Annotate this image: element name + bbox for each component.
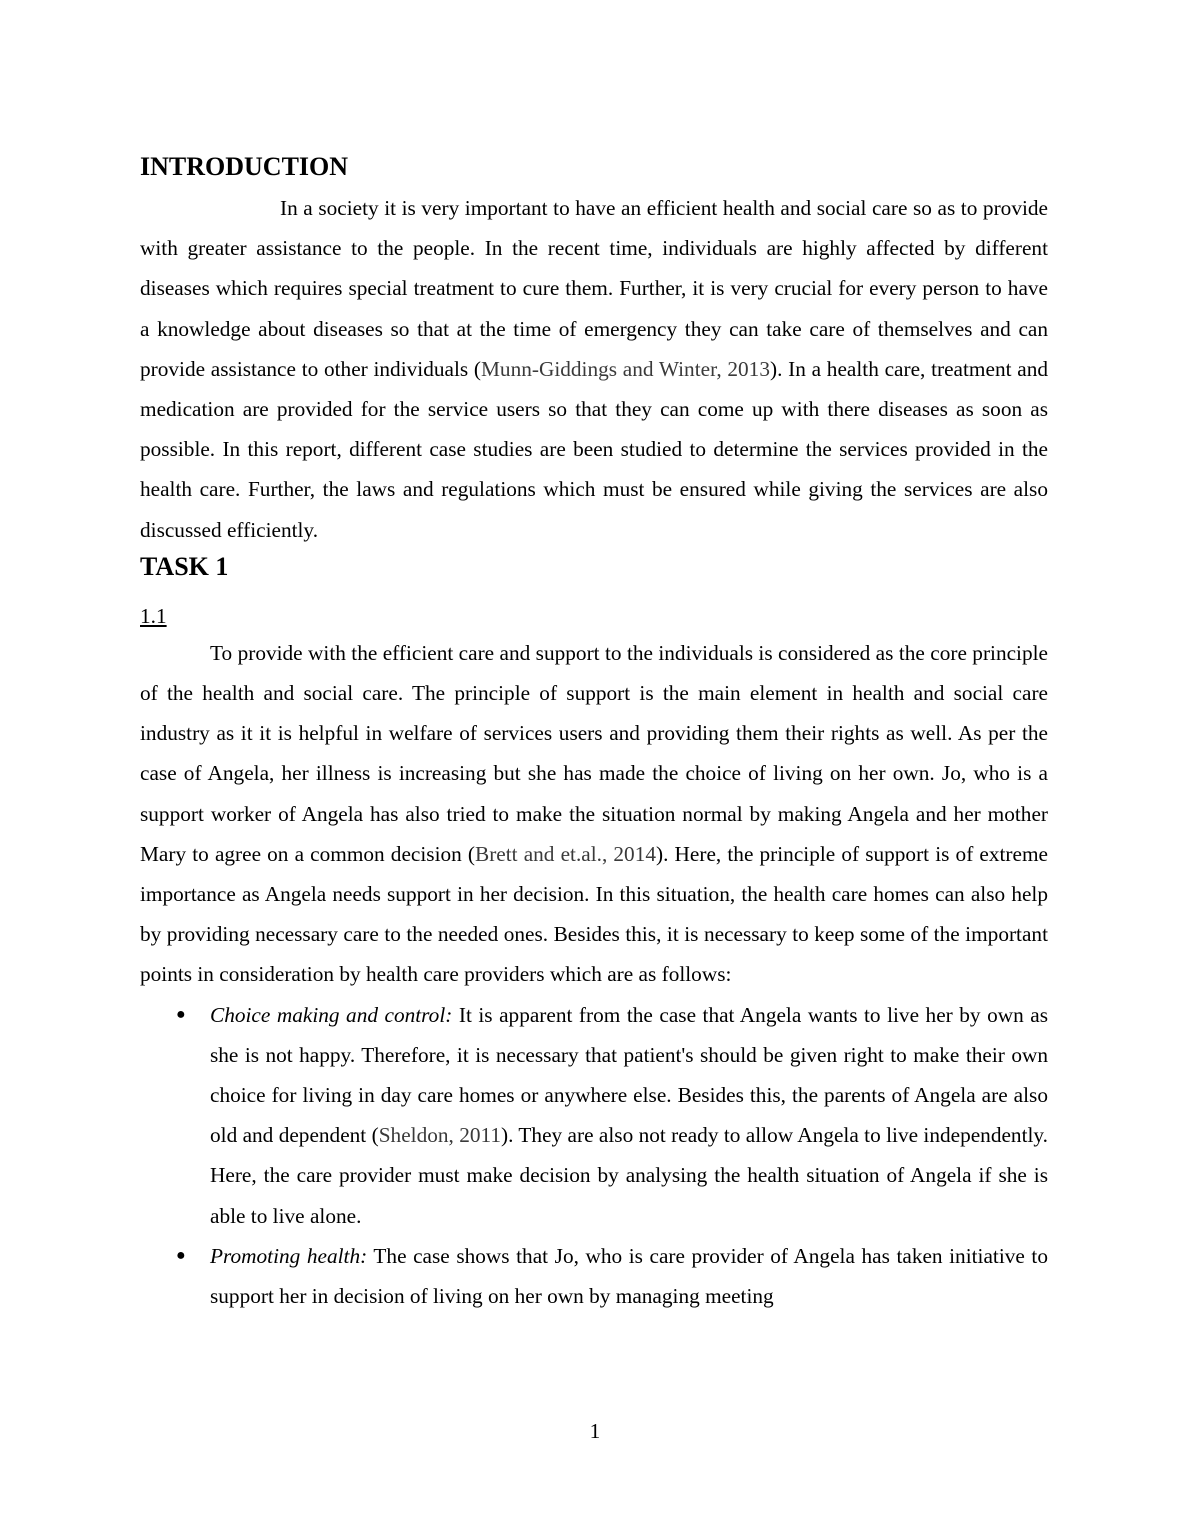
bullet-icon: ● (176, 1005, 186, 1023)
document-page (140, 150, 1048, 1316)
citation-brett: Brett and et.al., 2014 (475, 841, 657, 866)
page-number: 1 (589, 1419, 601, 1443)
introduction-heading: INTRODUCTION (140, 152, 349, 181)
list-item (140, 1236, 1048, 1316)
bullet-list (140, 995, 1048, 1317)
introduction-paragraph (140, 188, 1048, 550)
list-item (140, 995, 1048, 1236)
intro-text-part-2: ). In a health care, treatment and medication are provided for the service users so that they can come up with there diseases as soon as possible. In this report, different case studies are been studied to determine the services provided in the health care. Further, the laws and regulations which must be ensured while giving the services are also discussed efficiently. (140, 356, 1049, 542)
citation-sheldon: Sheldon, 2011 (378, 1123, 502, 1148)
bullet-text: The case shows that Jo, who is care provider of Angela has taken initiative to support her in decision of living on her own by managing meeting (210, 1243, 1048, 1309)
bullet-term: Promoting health: (210, 1243, 368, 1268)
bullet-text-part-2: ). They are also not ready to allow Angela to live independently. Here, the care provider must make decision by analysing the health situation of Angela if she is able to live alone. (210, 1123, 1049, 1228)
task-paragraph (140, 633, 1048, 995)
bullet-icon: ● (176, 1246, 186, 1264)
intro-text-part-1: In a society it is very important to have an efficient health and social care so as to provide with greater assistance to the people. In the recent time, individuals are highly affected by different diseases which requires special treatment to cure them. Further, it is very crucial for every person to have a knowledge about diseases so that at the time of emergency they can take care of themselves and can provide assistance to other individuals ( (140, 196, 1048, 381)
subsection-label: 1.1 (140, 603, 167, 628)
bullet-text-part-1: It is apparent from the case that Angela wants to live her by own as she is not happy. Therefore, it is necessary that patient's should be given right to make their own choice for living in day care homes or anywhere else. Besides this, the parents of Angela are also old and dependent ( (210, 1002, 1048, 1148)
citation-munn-giddings: Munn-Giddings and Winter, 2013 (480, 356, 770, 381)
bullet-term: Choice making and control: (210, 1002, 453, 1027)
task-1-heading: TASK 1 (140, 551, 229, 581)
task-text-part-2: ). Here, the principle of support is of extreme importance as Angela needs support in her decision. In this situation, the health care homes can also help by providing necessary care to the needed ones. Besides this, it is necessary to keep some of the important points in consideration by health care providers which are as follows: (140, 841, 1048, 987)
task-text-part-1: To provide with the efficient care and support to the individuals is considered as the core principle of the health and social care. The principle of support is the main element in health and social care industry as it it is helpful in welfare of services users and providing them their rights as well. As per the case of Angela, her illness is increasing but she has made the choice of living on her own. Jo, who is a support worker of Angela has also tried to make the situation normal by making Angela and her mother Mary to agree on a common decision ( (140, 640, 1048, 866)
